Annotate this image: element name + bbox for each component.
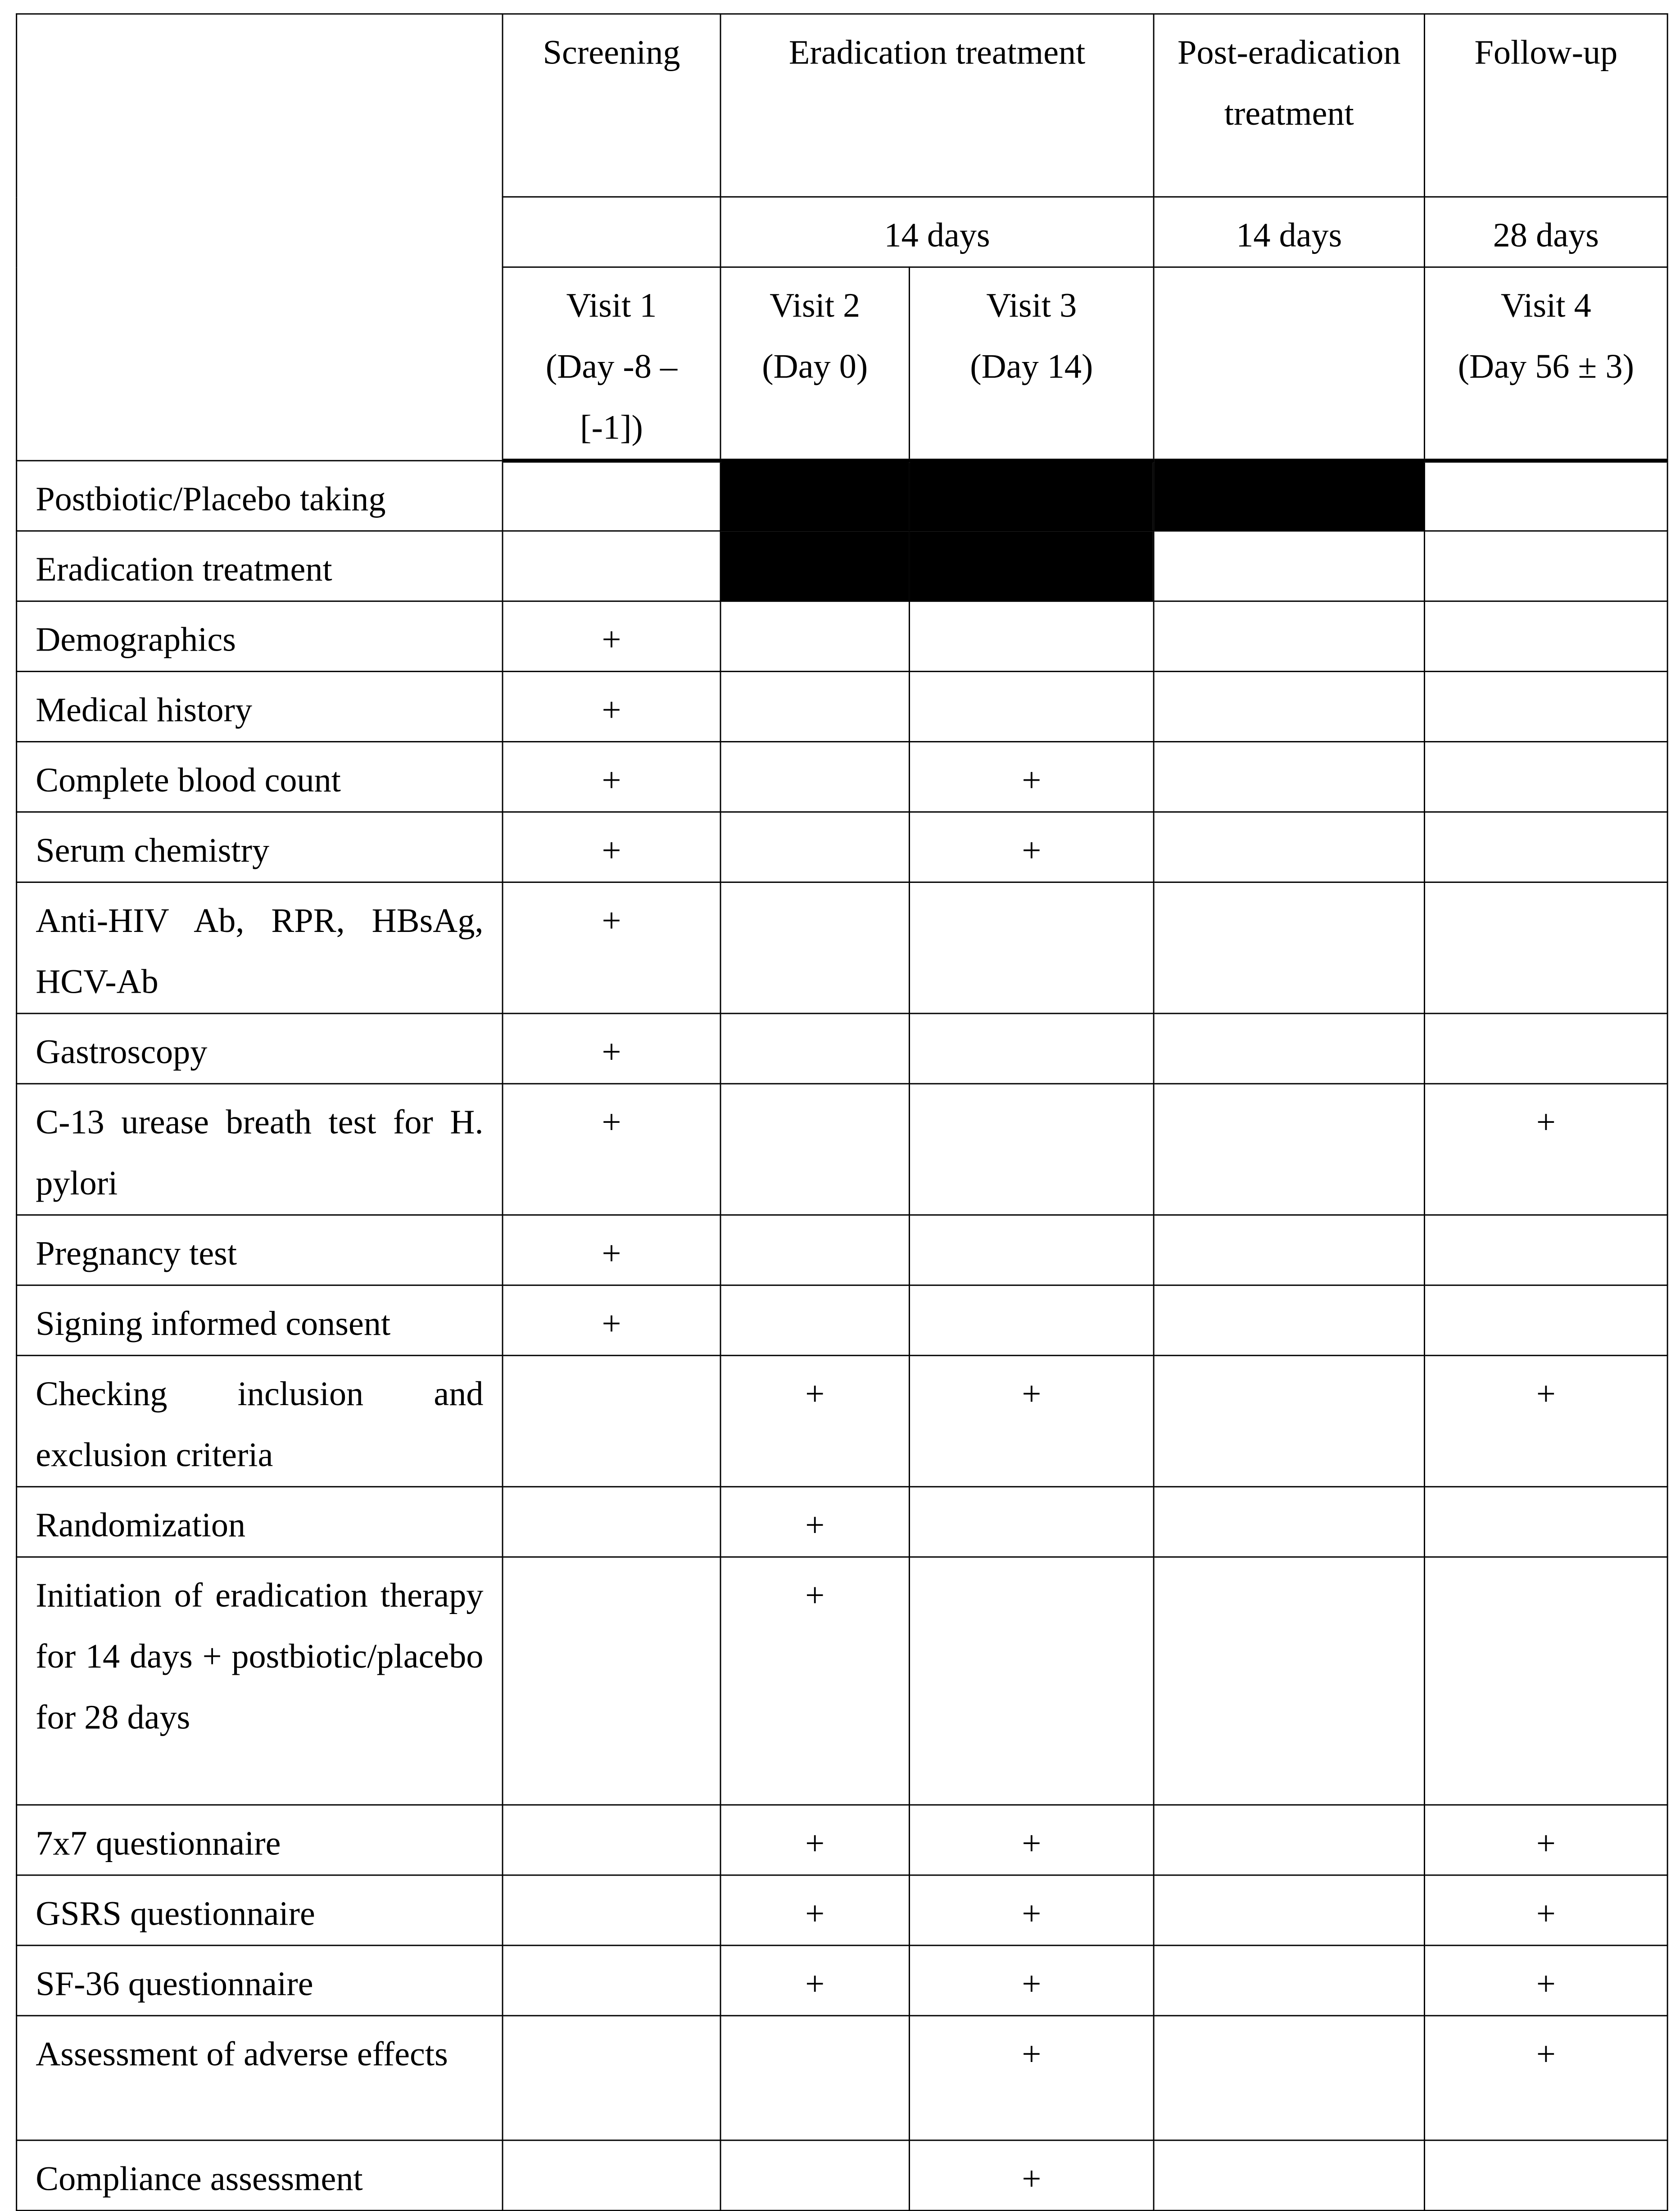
empty-cell: [720, 742, 909, 812]
plus-mark-cell: +: [910, 2140, 1154, 2211]
empty-cell: [1154, 1215, 1424, 1285]
row-label: Checking inclusion and exclusion criteria: [17, 1356, 503, 1487]
visit-2: [720, 267, 909, 461]
empty-cell: [1154, 1557, 1424, 1805]
empty-cell: [503, 1356, 720, 1487]
empty-cell: [503, 1487, 720, 1557]
empty-cell: [1154, 742, 1424, 812]
empty-cell: [1154, 1487, 1424, 1557]
shaded-period-cell: [910, 461, 1154, 531]
empty-cell: [503, 2016, 720, 2140]
visit-name: Visit 1: [566, 286, 657, 325]
empty-cell: [720, 671, 909, 742]
empty-cell: [1154, 1285, 1424, 1356]
row-label: Signing informed consent: [17, 1285, 503, 1356]
empty-cell: [1425, 882, 1668, 1014]
row-label: Complete blood count: [17, 742, 503, 812]
visit-1: [503, 267, 720, 461]
empty-cell: [1425, 1013, 1668, 1084]
empty-cell: [910, 1285, 1154, 1356]
shaded-period-cell: [910, 531, 1154, 601]
empty-cell: [720, 882, 909, 1014]
table-row: [17, 812, 1668, 882]
empty-cell: [1425, 601, 1668, 671]
empty-cell: [1425, 2140, 1668, 2211]
empty-cell: [503, 1875, 720, 1945]
row-label: Postbiotic/Placebo taking: [17, 461, 503, 531]
table-row: [17, 1285, 1668, 1356]
table-row: [17, 2016, 1668, 2140]
empty-cell: [1425, 671, 1668, 742]
table-row: [17, 1875, 1668, 1945]
plus-mark-cell: +: [910, 812, 1154, 882]
table-row: [17, 882, 1668, 1014]
table-row: [17, 742, 1668, 812]
empty-cell: [720, 1285, 909, 1356]
empty-cell: [1154, 601, 1424, 671]
row-label: C-13 urease breath test for H. pylori: [17, 1084, 503, 1215]
empty-cell: [503, 1805, 720, 1875]
plus-mark-cell: +: [910, 742, 1154, 812]
plus-mark-cell: +: [1425, 1945, 1668, 2016]
row-label: GSRS questionnaire: [17, 1875, 503, 1945]
row-label: 7x7 questionnaire: [17, 1805, 503, 1875]
empty-cell: [1154, 1084, 1424, 1215]
phase-post-eradication: Post-eradication treatment: [1154, 14, 1424, 197]
shaded-row: [17, 531, 1668, 601]
empty-cell: [1425, 742, 1668, 812]
empty-cell: [1425, 812, 1668, 882]
empty-cell: [910, 1215, 1154, 1285]
empty-cell: [1154, 1013, 1424, 1084]
empty-cell: [503, 1945, 720, 2016]
empty-cell: [503, 461, 720, 531]
empty-cell: [1154, 882, 1424, 1014]
visit-day: (Day -8 –[-1]): [545, 347, 678, 447]
visit-name: Visit 3: [986, 286, 1077, 325]
phase-follow-up: Follow-up: [1425, 14, 1668, 197]
empty-cell: [910, 1557, 1154, 1805]
empty-cell: [503, 2140, 720, 2211]
empty-cell: [720, 1013, 909, 1084]
empty-cell: [910, 671, 1154, 742]
plus-mark-cell: +: [720, 1945, 909, 2016]
table-row: [17, 1557, 1668, 1805]
empty-cell: [1154, 1356, 1424, 1487]
plus-mark-cell: +: [910, 2016, 1154, 2140]
empty-cell: [1154, 812, 1424, 882]
visit-day: (Day 0): [762, 347, 868, 386]
empty-cell: [503, 1557, 720, 1805]
empty-cell: [1425, 461, 1668, 531]
plus-mark-cell: +: [910, 1356, 1154, 1487]
plus-mark-cell: +: [503, 1084, 720, 1215]
row-label: Medical history: [17, 671, 503, 742]
row-label: Compliance assessment: [17, 2140, 503, 2211]
empty-cell: [1154, 2140, 1424, 2211]
phase-eradication: Eradication treatment: [720, 14, 1154, 197]
visit-post-empty: [1154, 267, 1424, 461]
plus-mark-cell: +: [503, 742, 720, 812]
visit-4: [1425, 267, 1668, 461]
row-label: Pregnancy test: [17, 1215, 503, 1285]
empty-cell: [1154, 1805, 1424, 1875]
empty-cell: [1425, 1487, 1668, 1557]
empty-cell: [1154, 1875, 1424, 1945]
empty-cell: [910, 1487, 1154, 1557]
plus-mark-cell: +: [503, 882, 720, 1014]
empty-cell: [503, 531, 720, 601]
row-label: Serum chemistry: [17, 812, 503, 882]
plus-mark-cell: +: [720, 1805, 909, 1875]
table-row: [17, 601, 1668, 671]
visit-name: Visit 4: [1500, 286, 1591, 325]
phase-screening: Screening: [503, 14, 720, 197]
shaded-period-cell: [720, 461, 909, 531]
header-phase-row: [17, 14, 1668, 197]
row-label: Initiation of eradication therapy for 14 days + postbiotic/placebo for 28 days: [17, 1557, 503, 1805]
empty-cell: [1154, 671, 1424, 742]
plus-mark-cell: +: [720, 1356, 909, 1487]
row-label: Anti-HIV Ab, RPR, HBsAg, HCV-Ab: [17, 882, 503, 1014]
plus-mark-cell: +: [1425, 2016, 1668, 2140]
empty-cell: [720, 1215, 909, 1285]
duration-post-eradication: 14 days: [1154, 197, 1424, 267]
empty-cell: [720, 812, 909, 882]
header-corner-cell: [17, 14, 503, 461]
plus-mark-cell: +: [503, 1013, 720, 1084]
row-label: Demographics: [17, 601, 503, 671]
row-label: Randomization: [17, 1487, 503, 1557]
duration-screening: [503, 197, 720, 267]
empty-cell: [720, 1084, 909, 1215]
duration-follow-up: 28 days: [1425, 197, 1668, 267]
plus-mark-cell: +: [720, 1557, 909, 1805]
shaded-row: [17, 461, 1668, 531]
visit-day: (Day 56 ± 3): [1458, 347, 1635, 386]
plus-mark-cell: +: [910, 1805, 1154, 1875]
plus-mark-cell: +: [910, 1875, 1154, 1945]
table-row: [17, 1945, 1668, 2016]
empty-cell: [910, 882, 1154, 1014]
plus-mark-cell: +: [1425, 1084, 1668, 1215]
shaded-period-cell: [1154, 461, 1424, 531]
table-row: [17, 1215, 1668, 1285]
row-label: Assessment of adverse effects: [17, 2016, 503, 2140]
plus-mark-cell: +: [1425, 1875, 1668, 1945]
plus-mark-cell: +: [910, 1945, 1154, 2016]
table-row: [17, 1356, 1668, 1487]
table-row: [17, 1084, 1668, 1215]
study-schedule-table: [16, 13, 1668, 2211]
table-row: [17, 2140, 1668, 2211]
empty-cell: [1425, 531, 1668, 601]
plus-mark-cell: +: [1425, 1356, 1668, 1487]
plus-mark-cell: +: [503, 601, 720, 671]
empty-cell: [1154, 2016, 1424, 2140]
empty-cell: [1425, 1285, 1668, 1356]
plus-mark-cell: +: [720, 1487, 909, 1557]
empty-cell: [910, 601, 1154, 671]
empty-cell: [910, 1013, 1154, 1084]
shaded-period-cell: [720, 531, 909, 601]
row-label: Gastroscopy: [17, 1013, 503, 1084]
table-row: [17, 1487, 1668, 1557]
empty-cell: [1154, 531, 1424, 601]
empty-cell: [720, 2140, 909, 2211]
visit-3: [910, 267, 1154, 461]
plus-mark-cell: +: [1425, 1805, 1668, 1875]
empty-cell: [1425, 1557, 1668, 1805]
empty-cell: [720, 601, 909, 671]
row-label: SF-36 questionnaire: [17, 1945, 503, 2016]
row-label: Eradication treatment: [17, 531, 503, 601]
plus-mark-cell: +: [503, 1285, 720, 1356]
plus-mark-cell: +: [503, 1215, 720, 1285]
duration-eradication: 14 days: [720, 197, 1154, 267]
plus-mark-cell: +: [503, 812, 720, 882]
empty-cell: [1425, 1215, 1668, 1285]
empty-cell: [910, 1084, 1154, 1215]
plus-mark-cell: +: [720, 1875, 909, 1945]
visit-day: (Day 14): [970, 347, 1093, 386]
empty-cell: [720, 2016, 909, 2140]
plus-mark-cell: +: [503, 671, 720, 742]
table-row: [17, 671, 1668, 742]
table-row: [17, 1013, 1668, 1084]
visit-name: Visit 2: [770, 286, 860, 325]
empty-cell: [1154, 1945, 1424, 2016]
table-row: [17, 1805, 1668, 1875]
